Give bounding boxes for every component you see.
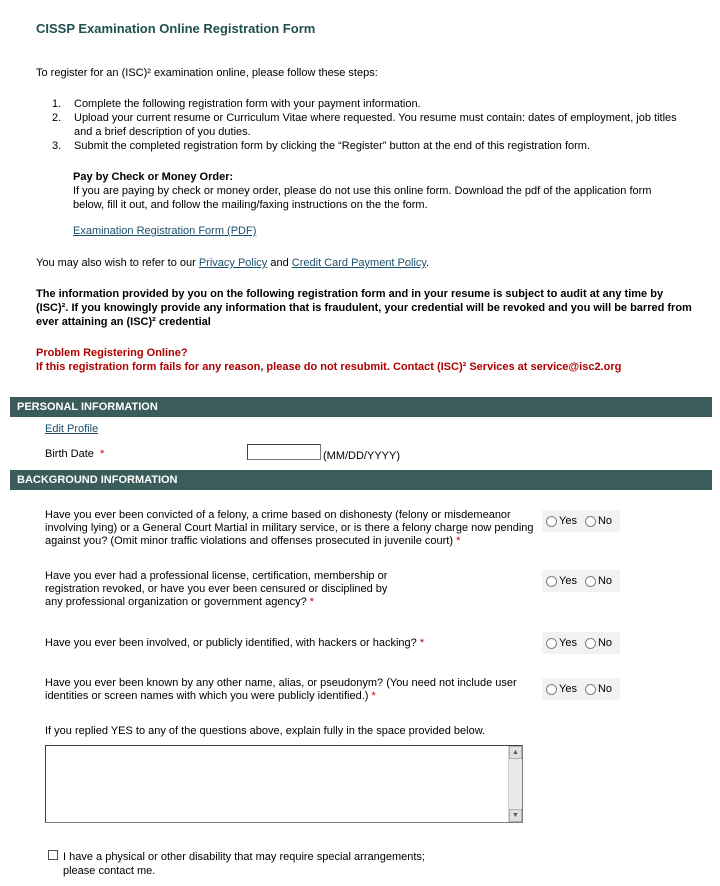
no-label: No [597, 683, 613, 695]
step-text: Upload your current resume or Curriculum Vitae where requested. You resume must contain: dates of employment, job titles and a brief description of you duties. [74, 112, 677, 138]
birth-date-label [45, 448, 104, 460]
alias-radio-group [542, 678, 620, 700]
question-hackers [45, 637, 535, 650]
question-alias [45, 677, 535, 703]
radio-circle-icon [546, 638, 557, 649]
scroll-up-icon[interactable]: ▲ [509, 746, 522, 759]
yes-label: Yes [559, 637, 577, 649]
refer-and: and [267, 257, 292, 269]
alias-yes-radio[interactable] [542, 683, 577, 695]
pay-by-check-text: If you are paying by check or money order, please do not use this online form. Download the pdf of the application form below, fill it out, and follow the mailing/faxing instructions on the the form. [73, 185, 652, 211]
refer-text [36, 257, 429, 269]
problem-notice [36, 346, 696, 374]
radio-circle-icon [585, 576, 596, 587]
personal-info-header: PERSONAL INFORMATION [10, 397, 712, 417]
edit-profile-link[interactable]: Edit Profile [45, 423, 99, 435]
felony-radio-group [542, 510, 620, 532]
yes-label: Yes [559, 515, 577, 527]
hackers-radio-group [542, 632, 620, 654]
step-number: 3. [52, 140, 62, 152]
no-label: No [597, 637, 613, 649]
no-label: No [597, 515, 613, 527]
question-license-revoked [45, 570, 405, 609]
license-yes-radio[interactable] [542, 575, 577, 587]
birth-date-input[interactable] [247, 444, 321, 460]
yes-label: Yes [559, 575, 577, 587]
audit-notice: The information provided by you on the following registration form and in your resume is subject to audit at any time by (ISC)². If you knowingly provide any information that is fraudulent, your credential will be revoked and you will be barred from ever attaining an (ISC)² credential [36, 288, 692, 328]
radio-circle-icon [585, 638, 596, 649]
explain-label: If you replied YES to any of the questions above, explain fully in the space provided below. [45, 725, 486, 737]
page-title: CISSP Examination Online Registration Form [36, 21, 316, 36]
refer-suffix: . [426, 257, 430, 269]
license-no-radio[interactable] [581, 575, 612, 587]
no-label: No [597, 575, 613, 587]
textarea-scrollbar[interactable] [508, 746, 522, 822]
intro-text: To register for an (ISC)² examination online, please follow these steps: [36, 67, 378, 79]
privacy-policy-link[interactable]: Privacy Policy [198, 257, 268, 269]
radio-circle-icon [546, 516, 557, 527]
required-marker: * [100, 448, 105, 460]
required-marker: * [419, 637, 425, 649]
question-felony [45, 509, 535, 548]
hackers-no-radio[interactable] [581, 637, 612, 649]
payment-policy-link[interactable]: Credit Card Payment Policy [291, 257, 427, 269]
alias-no-radio[interactable] [581, 683, 612, 695]
step-number: 1. [52, 98, 62, 110]
problem-title: Problem Registering Online? [36, 347, 188, 359]
question-text: Have you ever had a professional license, certification, membership or registration revoked, or have you ever been censured or disciplined by any professional organization or government agency? [45, 570, 388, 608]
pay-by-check-title: Pay by Check or Money Order: [73, 171, 234, 183]
felony-yes-radio[interactable] [542, 515, 577, 527]
radio-circle-icon [585, 516, 596, 527]
step-text: Complete the following registration form with your payment information. [74, 98, 421, 110]
required-marker: * [456, 535, 461, 547]
license-radio-group [542, 570, 620, 592]
required-marker: * [371, 690, 376, 702]
disability-checkbox[interactable] [48, 850, 58, 860]
refer-prefix: You may also wish to refer to our [36, 257, 199, 269]
radio-circle-icon [546, 576, 557, 587]
question-text: Have you ever been convicted of a felony, a crime based on dishonesty (felony or misdemeanor involving lying) or a General Court Martial in military service, or is there a felony charge now pending against you? (Omit minor traffic violations and offenses prosecuted in juvenile court) [45, 509, 534, 547]
yes-label: Yes [559, 683, 577, 695]
step-number: 2. [52, 112, 62, 124]
scroll-down-icon[interactable]: ▼ [509, 809, 522, 822]
radio-circle-icon [585, 684, 596, 695]
problem-text: If this registration form fails for any reason, please do not resubmit. Contact (ISC)² Services at service@isc2.org [36, 361, 622, 373]
required-marker: * [309, 596, 315, 608]
question-text: Have you ever been involved, or publicly identified, with hackers or hacking? [45, 637, 417, 649]
birth-date-format-hint: (MM/DD/YYYY) [323, 450, 400, 462]
birth-date-label-text: Birth Date [45, 448, 94, 460]
step-text: Submit the completed registration form by clicking the “Register” button at the end of this registration form. [74, 140, 591, 152]
explain-textarea[interactable] [45, 745, 523, 823]
question-text: Have you ever been known by any other name, alias, or pseudonym? (You need not include user identities or screen names with which you were publicly identified.) [45, 677, 517, 702]
disability-checkbox-label: I have a physical or other disability that may require special arrangements; please contact me. [63, 851, 425, 877]
radio-circle-icon [546, 684, 557, 695]
hackers-yes-radio[interactable] [542, 637, 577, 649]
pdf-form-link[interactable]: Examination Registration Form (PDF) [73, 225, 257, 237]
background-info-header: BACKGROUND INFORMATION [10, 470, 712, 490]
felony-no-radio[interactable] [581, 515, 612, 527]
